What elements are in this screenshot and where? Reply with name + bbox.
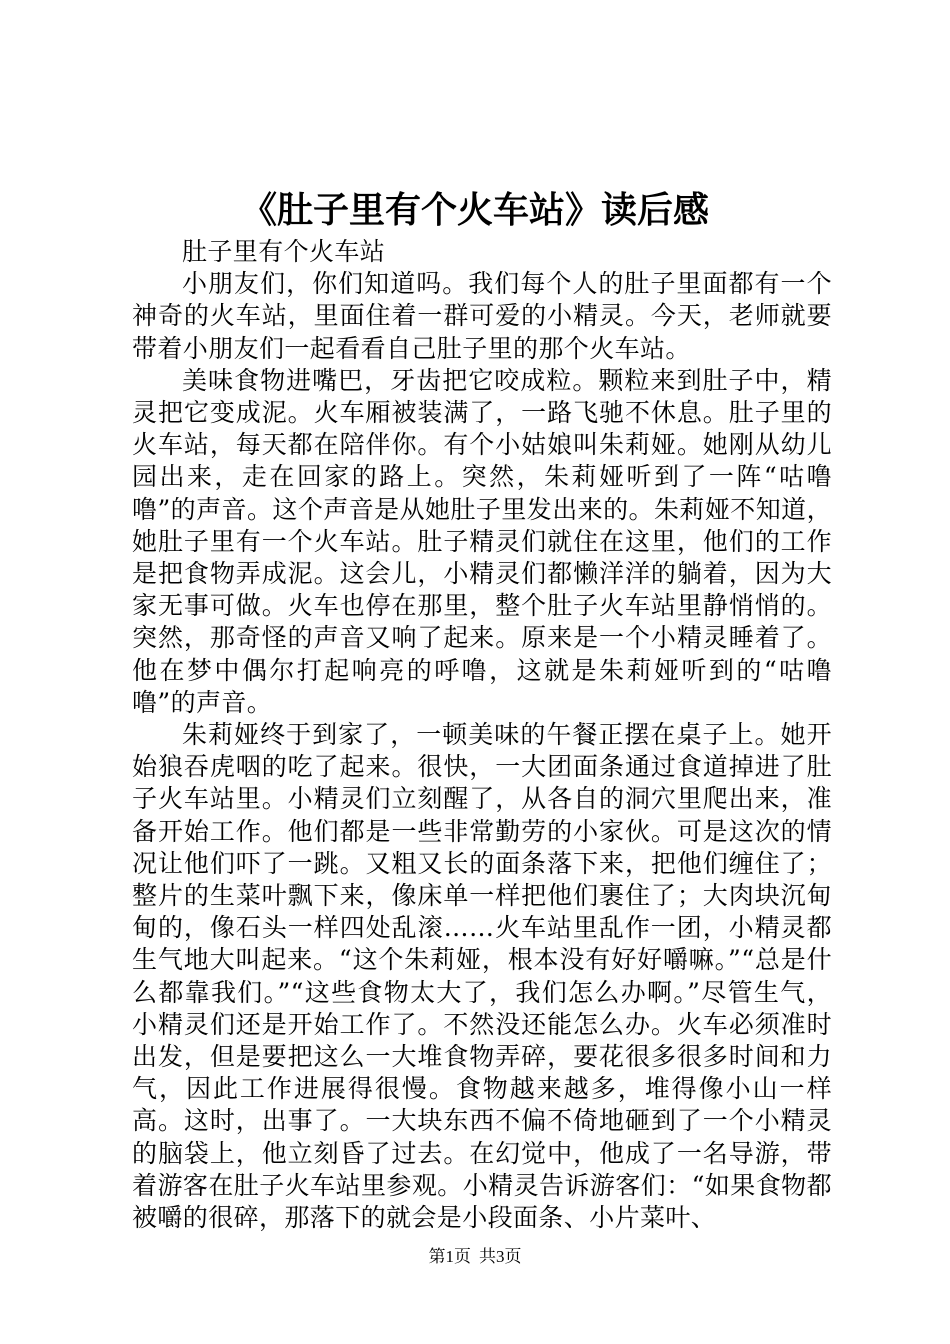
document-title: 《肚子里有个火车站》读后感 (240, 189, 709, 231)
paragraph-lunch: 朱莉娅终于到家了，一顿美味的午餐正摆在桌子上。她开始狼吞虎咽的吃了起来。很快，一大团面条通过食道掉进了肚子火车站里。小精灵们立刻醒了，从各自的洞穴里爬出来，准备开始工作。他们都是一些非常勤劳的小家伙。可是这次的情况让他们吓了一跳。又粗又长的面条落下来，把他们缠住了；整片的生菜叶飘下来，像床单一样把他们裹住了；大肉块沉甸甸的，像石头一样四处乱滚……火车站里乱作一团，小精灵都生气地大叫起来。“这个朱莉娅，根本没有好好嚼嘛。”“总是什么都靠我们。”“这些食物太大了，我们怎么办啊。”尽管生气，小精灵们还是开始工作了。不然没还能怎么办。火车必须准时出发，但是要把这么一大堆食物弄碎，要花很多很多时间和力气，因此工作进展得很慢。食物越来越多，堆得像小山一样高。这时，出事了。一大块东西不偏不倚地砸到了一个小精灵的脑袋上，他立刻昏了过去。在幻觉中，他成了一名导游，带着游客在肚子火车站里参观。小精灵告诉游客们：“如果食物都被嚼的很碎，那落下的就会是小段面条、小片菜叶、 (132, 720, 832, 1233)
page-number: 第1页 (428, 1247, 471, 1266)
paragraph-story: 美味食物进嘴巴，牙齿把它咬成粒。颗粒来到肚子中，精灵把它变成泥。火车厢被装满了，一路飞驰不休息。肚子里的火车站，每天都在陪伴你。有个小姑娘叫朱莉娅。她刚从幼儿园出来，走在回家的路上。突然，朱莉娅听到了一阵“咕噜噜”的声音。这个声音是从她肚子里发出来的。朱莉娅不知道，她肚子里有一个火车站。肚子精灵们就住在这里，他们的工作是把食物弄成泥。这会儿，小精灵们都懒洋洋的躺着，因为大家无事可做。火车也停在那里，整个肚子火车站里静悄悄的。突然，那奇怪的声音又响了起来。原来是一个小精灵睡着了。他在梦中偶尔打起响亮的呼噜，这就是朱莉娅听到的“咕噜噜”的声音。 (132, 365, 832, 717)
page-total: 共3页 (479, 1247, 522, 1266)
document-body (132, 236, 832, 1234)
page-footer (0, 1245, 950, 1269)
paragraph-intro: 小朋友们，你们知道吗。我们每个人的肚子里面都有一个神奇的火车站，里面住着一群可爱的小精灵。今天，老师就要带着小朋友们一起看看自己肚子里的那个火车站。 (132, 269, 832, 363)
paragraph-subtitle: 肚子里有个火车站 (182, 237, 386, 266)
